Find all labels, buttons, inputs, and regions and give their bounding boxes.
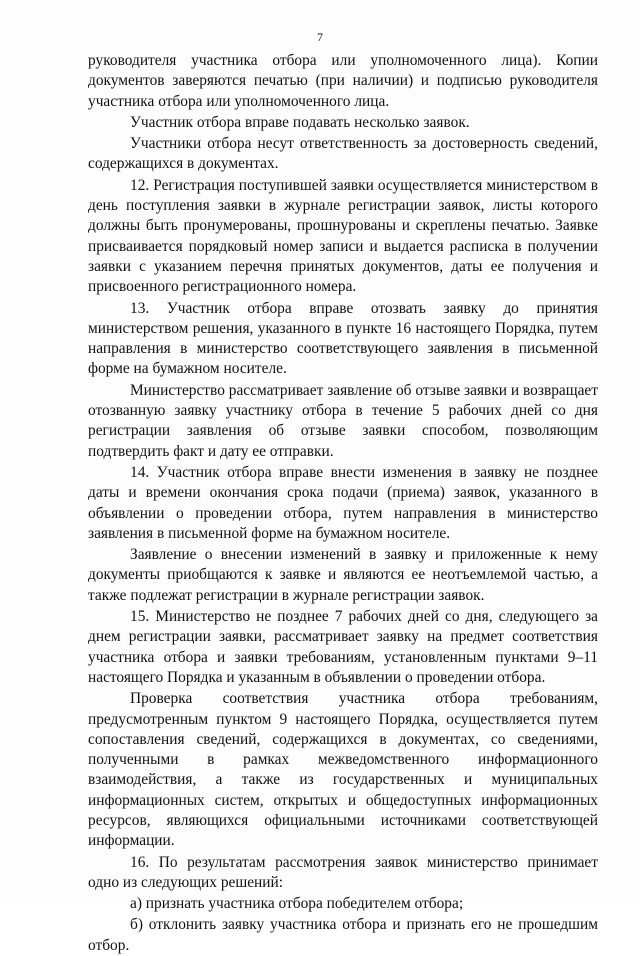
paragraph: а) признать участника отбора победителем отбора; (130, 895, 464, 913)
paragraph: Министерство рассматривает заявление об отзыве заявки и возвращает отозванную заявку участнику отбора в течение 5 рабочих дней со дня регистрации заявления об отзыве заявки способом, позволяющим подтвердить факт и дату ее отправки. (88, 381, 598, 460)
paragraph: 12. Регистрация поступившей заявки осуществляется министерством в день поступления заявки в журнале регистрации заявок, листы которого должны быть пронумерованы, прошнурованы и скреплены печатью. Заявке присваивается порядковый номер записи и выдается расписка в получении заявки с указанием перечня принятых документов, даты ее получения и присвоенного регистрационного номера. (88, 176, 598, 296)
paragraph: 16. По результатам рассмотрения заявок министерство принимает одно из следующих решений: (88, 853, 598, 891)
paragraph: 13. Участник отбора вправе отозвать заявку до принятия министерством решения, указанного в пункте 16 настоящего Порядка, путем направления в министерство соответствующего заявления в письменной форме на бумажном носителе. (88, 299, 598, 378)
page-number: 7 (317, 30, 323, 44)
paragraph: 15. Министерство не позднее 7 рабочих дней со дня, следующего за днем регистрации заявки, рассматривает заявку на предмет соответствия участника отбора и заявки требованиям, установленным пунктами 9–11 настоящего Порядка и указанным в объявлении о проведении отбора. (88, 608, 598, 686)
paragraph: Участник отбора вправе подавать несколько заявок. (130, 113, 470, 131)
paragraph: Заявление о внесении изменений в заявку и приложенные к нему документы приобщаются к заявке и являются ее неотъемлемой частью, а также подлежат регистрации в журнале регистрации заявок. (88, 546, 598, 604)
document-body (88, 51, 598, 956)
paragraph: Участники отбора несут ответственность за достоверность сведений, содержащихся в документах. (88, 135, 598, 173)
paragraph: 14. Участник отбора вправе внести изменения в заявку не позднее даты и времени окончания срока подачи (приема) заявок, указанного в объявлении о проведении отбора, путем направления в министерство заявления в письменной форме на бумажном носителе. (88, 463, 598, 542)
paragraph: б) отклонить заявку участника отбора и признать его не прошедшим отбор. (88, 916, 598, 954)
paragraph: руководителя участника отбора или уполномоченного лица). Копии документов заверяются печатью (при наличии) и подписью руководителя участника отбора или уполномоченного лица. (88, 52, 598, 110)
paragraph: Проверка соответствия участника отбора требованиям, предусмотренным пунктом 9 настоящего Порядка, осуществляется путем сопоставления сведений, содержащихся в документах, со сведениями, полученными в рамках межведомственного информационного взаимодействия, а также из государственных и муниципальных информационных систем, открытых и общедоступных информационных ресурсов, являющихся официальными источниками соответствующей информации. (88, 690, 598, 850)
